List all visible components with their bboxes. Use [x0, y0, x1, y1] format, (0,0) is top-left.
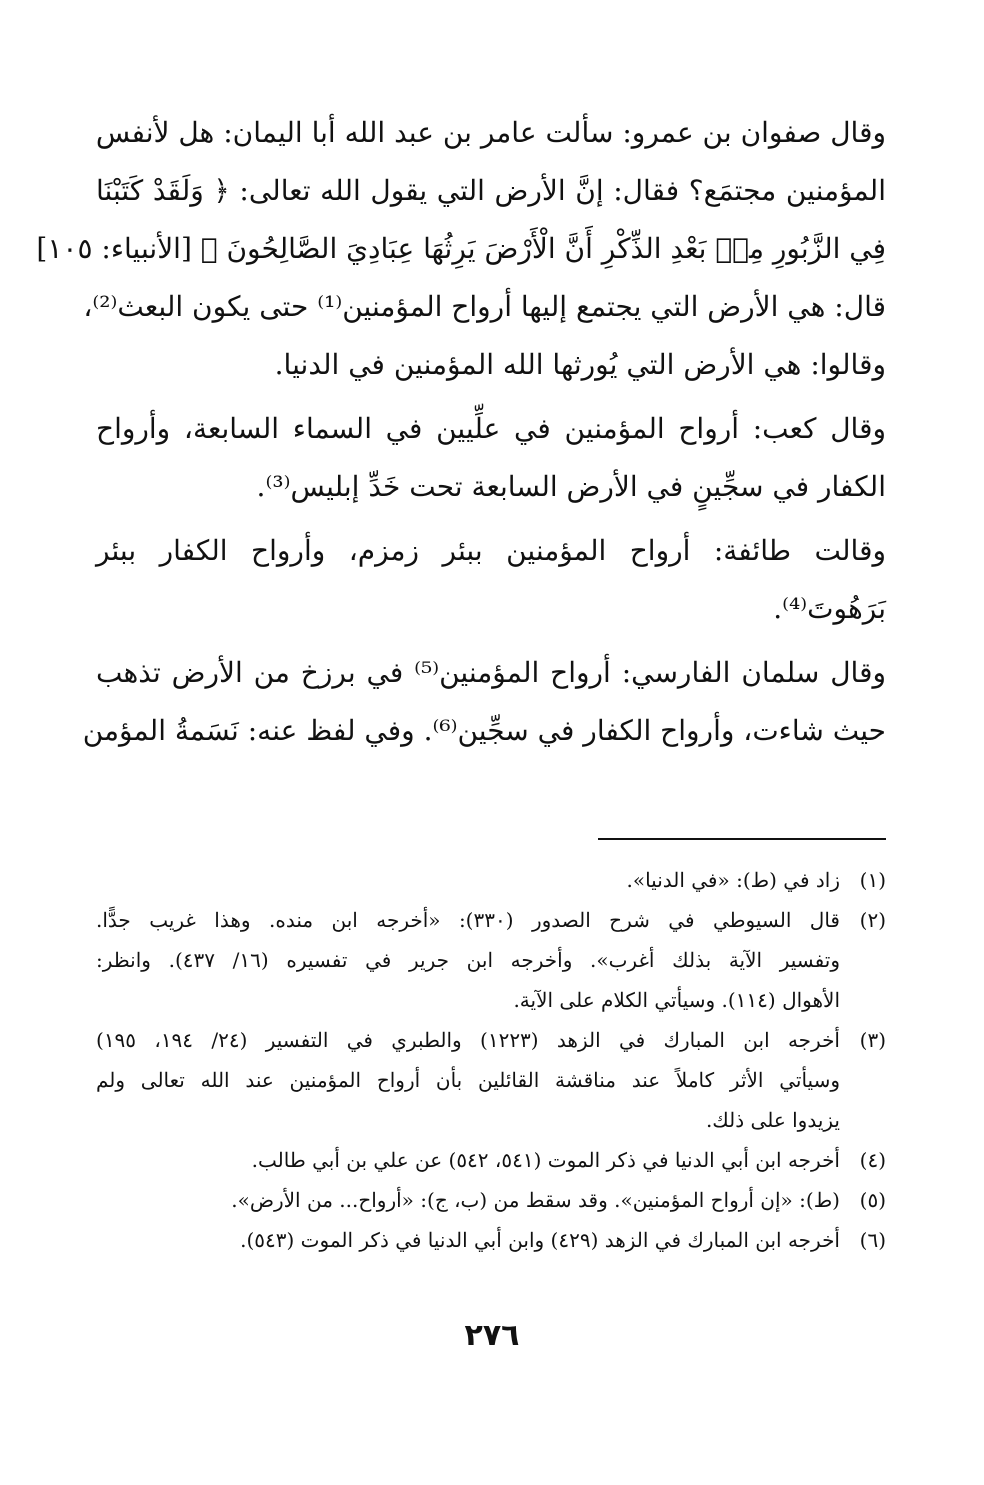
text-line: بَرَهُوتَ⁽⁴⁾. — [773, 592, 886, 625]
footnote-3 — [96, 1020, 886, 1140]
text-line: حيث شاءت، وأرواح الكفار في سجِّين⁽⁶⁾. وفي لفظ عنه: نَسَمةُ المؤمن — [82, 714, 886, 747]
footnotes — [96, 860, 886, 1260]
footnote-text: زاد في (ط): «في الدنيا». — [626, 868, 840, 892]
footnote-4 — [96, 1140, 886, 1180]
footnote-6 — [96, 1220, 886, 1260]
footnote-text: قال السيوطي في شرح الصدور (٣٣٠): «أخرجه ابن منده. وهذا غريب جدًّا. — [96, 908, 840, 932]
quran-verse-line: فِي الزَّبُورِ مِنۢ بَعْدِ الذِّكْرِ أَنَّ الْأَرْضَ يَرِثُهَا عِبَادِيَ الصَّالِحُونَ ﴾ [الأنبياء: ١٠٥] — [36, 232, 886, 265]
main-text — [36, 104, 886, 760]
text-line: وقال كعب: أرواح المؤمنين في علِّيين في السماء السابعة، وأرواح — [96, 412, 886, 445]
text-line: المؤمنين مجتمَع؟ فقال: إنَّ الأرض التي يقول الله تعالى: ﴿ وَلَقَدْ كَتَبْنَا — [96, 174, 886, 207]
footnote-text: (ط): «إن أرواح المؤمنين». وقد سقط من (ب، ج): «أرواح... من الأرض». — [231, 1188, 840, 1212]
footnote-text: وسيأتي الأثر كاملاً عند مناقشة القائلين بأن أرواح المؤمنين عند الله تعالى ولم — [96, 1068, 840, 1092]
footnote-text: وتفسير الآية بذلك أغرب». وأخرجه ابن جرير في تفسيره (١٦/ ٤٣٧). وانظر: — [96, 948, 840, 972]
footnote-text: أخرجه ابن المبارك في الزهد (١٢٢٣) والطبري في التفسير (٢٤/ ١٩٤، ١٩٥) — [96, 1028, 840, 1052]
footnote-number: (٦) — [859, 1228, 886, 1252]
text-line: وقال سلمان الفارسي: أرواح المؤمنين⁽⁵⁾ في برزخ من الأرض تذهب — [96, 656, 886, 689]
footnote-text: الأهوال (١١٤). وسيأتي الكلام على الآية. — [513, 988, 840, 1012]
text-line: الكفار في سجِّينٍ في الأرض السابعة تحت خَدِّ إبليس⁽³⁾. — [256, 470, 886, 503]
footnote-5 — [96, 1180, 886, 1220]
text-line: وقالت طائفة: أرواح المؤمنين ببئر زمزم، وأرواح الكفار ببئر — [96, 534, 886, 567]
footnote-text: أخرجه ابن المبارك في الزهد (٤٢٩) وابن أبي الدنيا في ذكر الموت (٥٤٣). — [240, 1228, 840, 1252]
footnote-number: (٥) — [859, 1188, 886, 1212]
footnote-text: يزيدوا على ذلك. — [705, 1108, 840, 1132]
text-line: وقال صفوان بن عمرو: سألت عامر بن عبد الله أبا اليمان: هل لأنفس — [95, 116, 886, 149]
footnote-number: (٣) — [859, 1028, 886, 1052]
text-line: وقالوا: هي الأرض التي يُورثها الله المؤمنين في الدنيا. — [274, 348, 886, 381]
footnote-text: أخرجه ابن أبي الدنيا في ذكر الموت (٥٤١، ٥٤٢) عن علي بن أبي طالب. — [251, 1148, 840, 1172]
footnote-number: (١) — [859, 868, 886, 892]
footnote-number: (٢) — [859, 908, 886, 932]
text-line: قال: هي الأرض التي يجتمع إليها أرواح المؤمنين⁽¹⁾ حتى يكون البعث⁽²⁾، — [83, 290, 886, 323]
footnote-1 — [96, 860, 886, 900]
footnote-2 — [96, 900, 886, 1020]
footnote-number: (٤) — [859, 1148, 886, 1172]
footnote-divider — [598, 838, 886, 840]
page-number: ٢٧٦ — [464, 1318, 520, 1353]
